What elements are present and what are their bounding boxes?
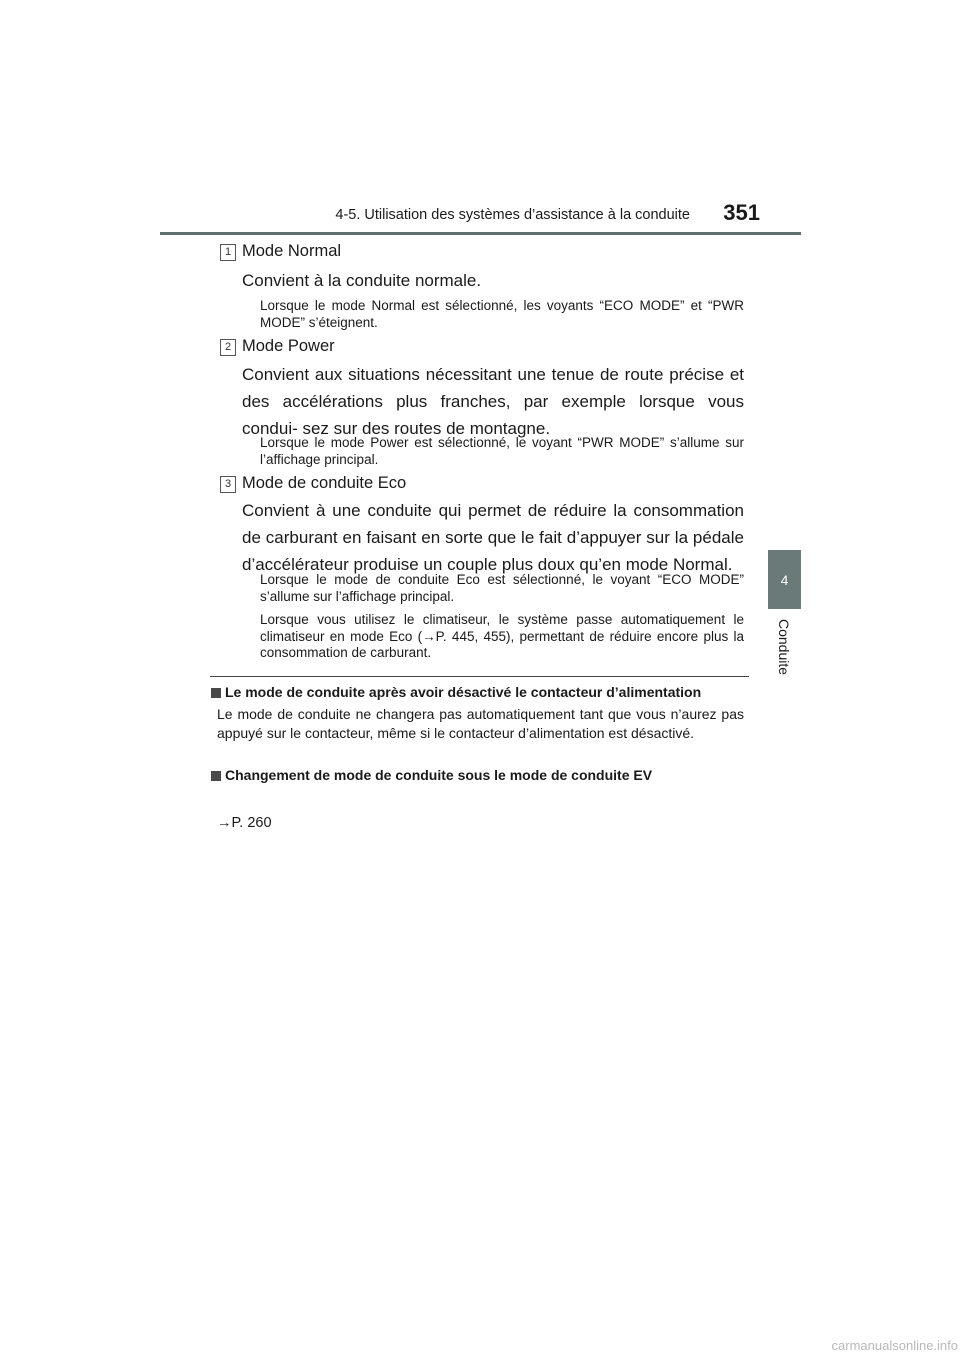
item-title: Mode de conduite Eco (242, 474, 407, 492)
page-reference-link[interactable]: →P. 260 (217, 815, 272, 831)
section-title: 4-5. Utilisation des systèmes d’assistance à la conduite (335, 207, 690, 223)
header-rule (160, 232, 801, 235)
square-bullet-icon (211, 688, 221, 698)
square-bullet-icon (211, 771, 221, 781)
info-heading: Le mode de conduite après avoir désactivé le contacteur d’alimentation (225, 684, 702, 700)
item-description: Convient à la conduite normale. (242, 271, 482, 290)
section-divider (210, 676, 749, 677)
item-note: Lorsque le mode Normal est sélectionné, les voyants “ECO MODE” et “PWR MODE” s’éteignent. (260, 298, 744, 330)
item-description: Convient aux situations nécessitant une tenue de route précise et des accélérations plus franches, par exemple lorsque vous condui- sez sur des routes de montagne. (242, 365, 744, 438)
chapter-label: Conduite (776, 618, 792, 676)
item-marker: 1 (220, 244, 236, 261)
item-note: Lorsque le mode Power est sélectionné, le voyant “PWR MODE” s’allume sur l’affichage principal. (260, 435, 744, 467)
item-title: Mode Power (242, 337, 335, 355)
item-description: Convient à une conduite qui permet de réduire la consommation de carburant en faisant en sorte que le fait d’appuyer sur la pédale d’accélérateur produise un couple plus doux qu’en mode Normal. (242, 501, 744, 574)
item-marker: 2 (220, 339, 236, 356)
watermark: carmanualsonline.info (831, 1338, 958, 1353)
item-marker: 3 (220, 476, 236, 493)
info-body: Le mode de conduite ne changera pas automatiquement tant que vous n’aurez pas appuyé sur le contacteur, même si le contacteur d’alimentation est désactivé. (217, 706, 744, 741)
item-note: Lorsque vous utilisez le climatiseur, le système passe automatiquement le climatiseur en mode Eco (→P. 445, 455), permettant de réduire encore plus la consommation de carburant. (260, 612, 744, 660)
chapter-number: 4 (780, 571, 789, 588)
chapter-tab[interactable] (768, 550, 801, 609)
info-heading: Changement de mode de conduite sous le mode de conduite EV (225, 767, 653, 783)
item-note: Lorsque le mode de conduite Eco est sélectionné, le voyant “ECO MODE” s’allume sur l’affichage principal. (260, 572, 744, 604)
page-number: 351 (723, 200, 760, 225)
item-title: Mode Normal (242, 242, 342, 260)
